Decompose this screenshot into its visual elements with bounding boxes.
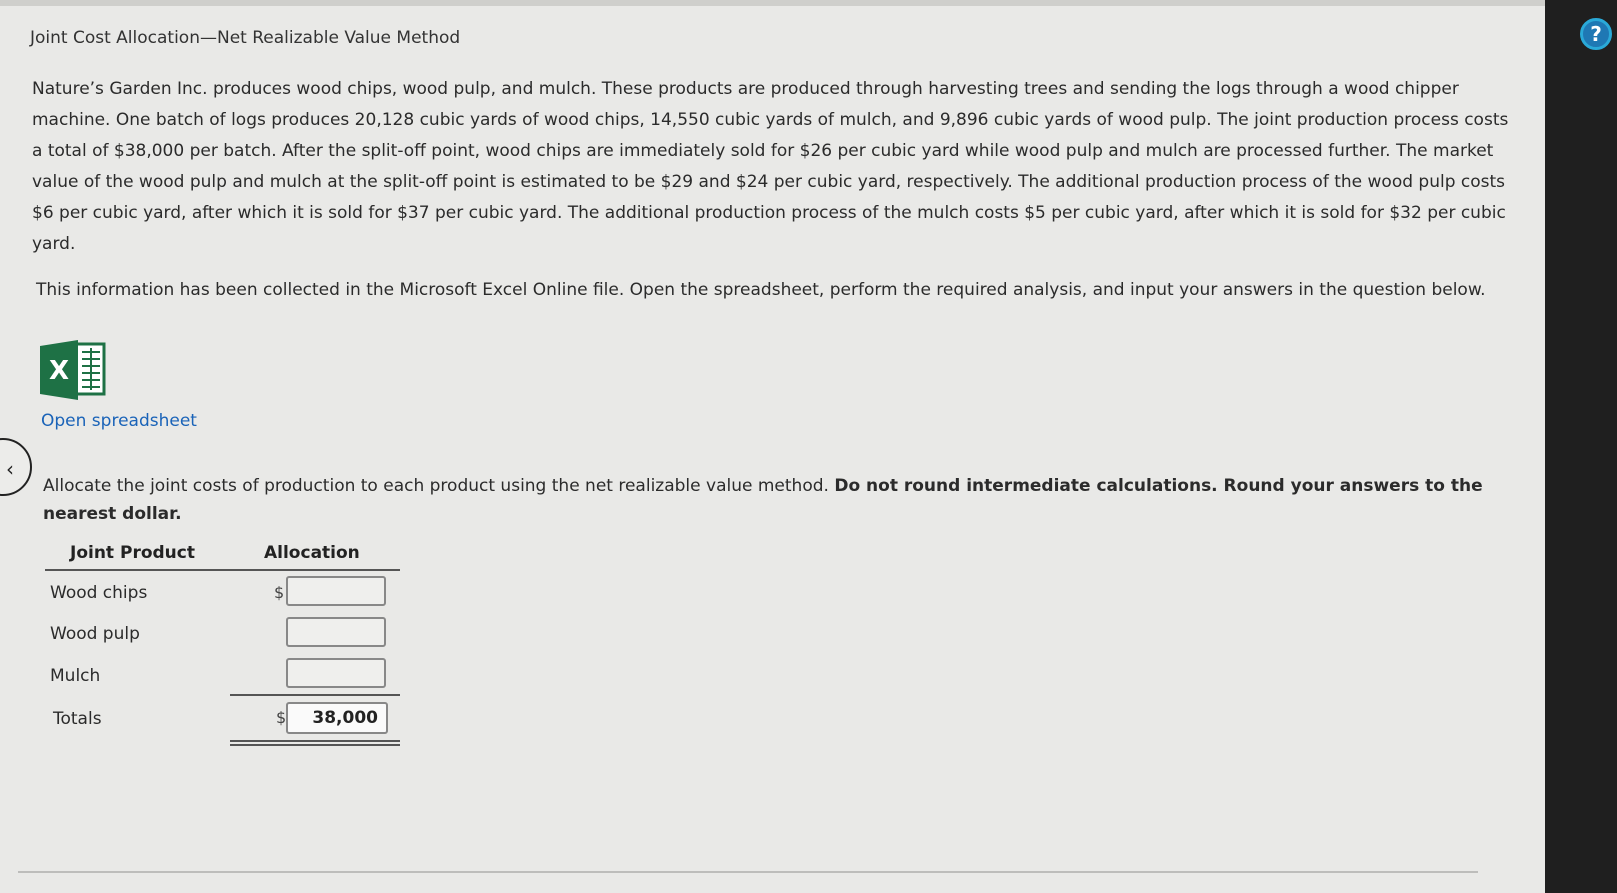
total-double-underline — [230, 740, 400, 742]
row-label-wood-pulp: Wood pulp — [50, 624, 140, 644]
excel-icon[interactable] — [40, 340, 108, 400]
problem-text: Nature’s Garden Inc. produces wood chips, wood pulp, and mulch. These products are produced through harvesting trees and sending the logs through a wood chipper machine. One batch of logs produces 20,128 cubic yards of wood chips, 14,550 cubic yards of mulch, and 9,896 cubic yards of wood pulp. The joint production process costs a total of $38,000 per batch. After the split-off point, wood chips are immediately sold for $26 per cubic yard while wood pulp and mulch are processed further. The market value of the wood pulp and mulch at the split-off point is estimated to be $29 and $24 per cubic yard, respectively. The additional production process of the wood pulp costs $6 per cubic yard, after which it is sold for $37 per cubic yard. The additional production process of the mulch costs $5 per cubic yard, after which it is sold for $32 per cubic yard. — [32, 79, 1509, 254]
subtotal-divider — [230, 694, 400, 696]
header-allocation: Allocation — [264, 543, 360, 563]
page-title: Joint Cost Allocation—Net Realizable Value Method — [30, 28, 461, 48]
wood-chips-allocation-input[interactable] — [286, 576, 386, 606]
svg-text:X: X — [49, 356, 70, 386]
row-label-mulch: Mulch — [50, 666, 101, 686]
chevron-left-icon: ‹ — [6, 457, 14, 481]
help-button[interactable] — [1580, 18, 1612, 50]
row-label-totals: Totals — [53, 709, 102, 729]
total-allocation-value: 38,000 — [286, 702, 388, 734]
instruction-plain: Allocate the joint costs of production to each product using the net realizable value method. — [43, 476, 829, 496]
header-joint-product: Joint Product — [70, 543, 195, 563]
row-label-wood-chips: Wood chips — [50, 583, 148, 603]
info-text: This information has been collected in the Microsoft Excel Online file. Open the spreadsheet, perform the required analysis, and input your answers in the question below. — [36, 280, 1486, 300]
instruction-text — [43, 472, 1493, 528]
right-sidebar — [1545, 0, 1617, 893]
instruction-bold: Do not round intermediate calculations. Round your answers to the nearest dollar. — [43, 476, 1483, 524]
wood-pulp-allocation-input[interactable] — [286, 617, 386, 647]
header-divider — [45, 569, 400, 571]
bottom-divider — [18, 871, 1478, 873]
open-spreadsheet-link[interactable]: Open spreadsheet — [41, 411, 197, 431]
currency-symbol: $ — [276, 708, 287, 727]
total-double-underline — [230, 744, 400, 746]
currency-symbol: $ — [274, 583, 285, 602]
question-icon: ? — [1590, 22, 1602, 46]
previous-arrow-button[interactable] — [0, 438, 32, 496]
mulch-allocation-input[interactable] — [286, 658, 386, 688]
